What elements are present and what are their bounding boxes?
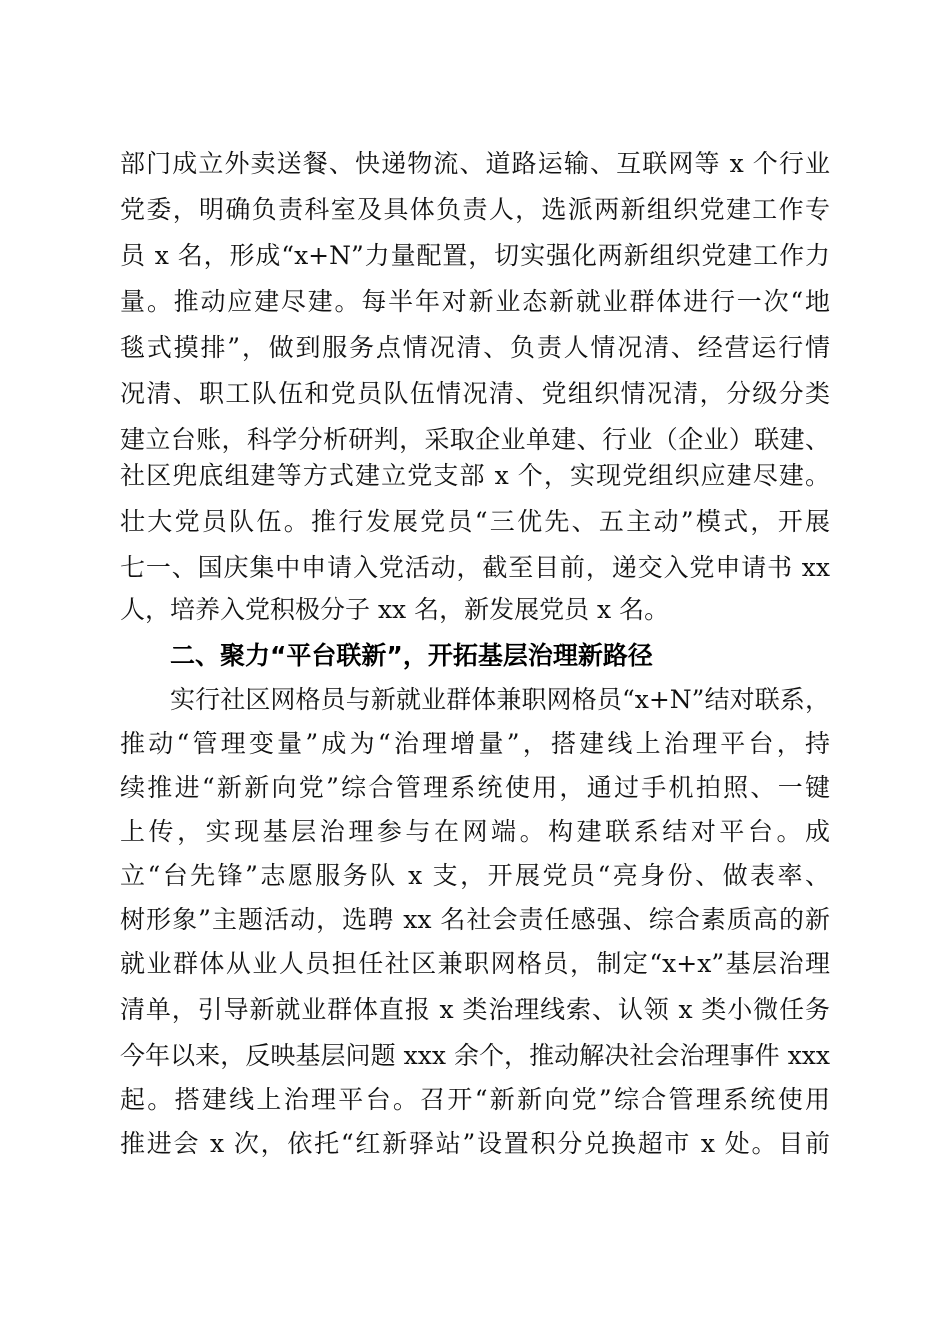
paragraph-line: 清单，引导新就业群体直报 x 类治理线索、认领 x 类小微任务 — [120, 995, 830, 1024]
paragraph-line: 量。推动应建尽建。每半年对新业态新就业群体进行一次“地 — [120, 287, 830, 316]
paragraph-line: 人，培养入党积极分子 xx 名，新发展党员 x 名。 — [120, 595, 670, 624]
paragraph-line: 社区兜底组建等方式建立党支部 x 个，实现党组织应建尽建。 — [120, 461, 830, 490]
paragraph-line: 续推进“新新向党”综合管理系统使用，通过手机拍照、一键 — [120, 773, 830, 802]
paragraph-line: 上传，实现基层治理参与在网端。构建联系结对平台。成 — [120, 817, 830, 846]
paragraph-line: 就业群体从业人员担任社区兼职网格员，制定“x+x”基层治理 — [120, 949, 830, 978]
paragraph-line: 实行社区网格员与新就业群体兼职网格员“x+N”结对联系， — [170, 685, 830, 714]
paragraph-line: 毯式摸排”，做到服务点情况清、负责人情况清、经营运行情 — [120, 333, 830, 362]
paragraph-line: 员 x 名，形成“x+N”力量配置，切实强化两新组织党建工作力 — [120, 241, 830, 270]
section-heading: 二、聚力“平台联新”，开拓基层治理新路径 — [170, 641, 653, 670]
paragraph-line: 况清、职工队伍和党员队伍情况清、党组织情况清，分级分类 — [120, 379, 830, 408]
paragraph-line: 七一、国庆集中申请入党活动，截至目前，递交入党申请书 xx — [120, 553, 830, 582]
paragraph-line: 推进会 x 次，依托“红新驿站”设置积分兑换超市 x 处。目前 — [120, 1129, 830, 1158]
paragraph-line: 壮大党员队伍。推行发展党员“三优先、五主动”模式，开展 — [120, 507, 830, 536]
paragraph-line: 推动“管理变量”成为“治理增量”，搭建线上治理平台，持 — [120, 729, 830, 758]
paragraph-line: 树形象”主题活动，选聘 xx 名社会责任感强、综合素质高的新 — [120, 905, 830, 934]
paragraph-line: 党委，明确负责科室及具体负责人，选派两新组织党建工作专 — [120, 195, 830, 224]
paragraph-line: 起。搭建线上治理平台。召开“新新向党”综合管理系统使用 — [120, 1085, 830, 1114]
paragraph-line: 建立台账，科学分析研判，采取企业单建、行业（企业）联建、 — [120, 425, 830, 454]
paragraph-line: 今年以来，反映基层问题 xxx 余个，推动解决社会治理事件 xxx — [120, 1041, 830, 1070]
paragraph-line: 立“台先锋”志愿服务队 x 支，开展党员“亮身份、做表率、 — [120, 861, 830, 890]
paragraph-line: 部门成立外卖送餐、快递物流、道路运输、互联网等 x 个行业 — [120, 149, 830, 178]
